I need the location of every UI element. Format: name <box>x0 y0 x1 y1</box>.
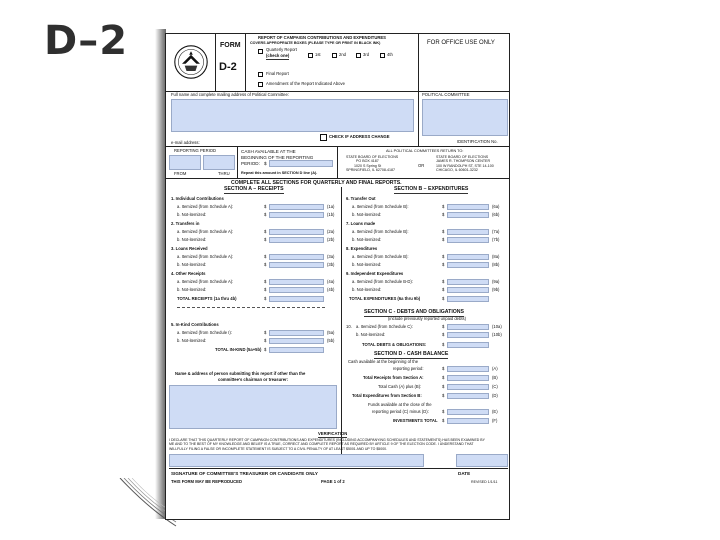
period-thru-label: THRU <box>218 171 230 176</box>
line-1a-code: (1a) <box>327 204 335 209</box>
line-6b-label: b. Not-itemized: <box>352 212 382 217</box>
report-subtitle: COVERS APPROPRIATE BOXES (PLEASE TYPE OR PRINT IN BLACK INK) <box>250 41 381 45</box>
line-c-code: (C) <box>492 384 498 389</box>
dollar-sign: $ <box>264 330 267 335</box>
cash-dollar: $ <box>264 161 267 166</box>
committee-name-label: Full name and complete mailing address of Political Committee: <box>171 92 290 97</box>
dollar-sign: $ <box>442 342 445 347</box>
check-one-label: (check one) <box>266 53 290 58</box>
line-2a-field[interactable] <box>269 229 324 235</box>
line-7b-field[interactable] <box>447 237 489 243</box>
final-report-checkbox[interactable] <box>258 72 263 77</box>
group-6-title: 6. Transfer Out <box>346 196 376 201</box>
amendment-checkbox[interactable] <box>258 82 263 87</box>
quarterly-label: Quarterly Report <box>266 47 297 52</box>
dollar-sign: $ <box>264 347 267 352</box>
line-10-num: 10. <box>346 324 352 329</box>
line-3b-label: b. Not-itemized: <box>177 262 207 267</box>
section-c-title: SECTION C - DEBTS AND OBLIGATIONS <box>364 309 465 315</box>
sbe-chicago-address <box>436 155 494 172</box>
line-9a-code: (9a) <box>492 279 500 284</box>
line-1a-field[interactable] <box>269 204 324 210</box>
submitter-label-1: Name & address of person submitting this report if other than the <box>175 371 306 376</box>
section-a-inkind <box>171 331 339 371</box>
d2-form-page <box>165 33 510 520</box>
total-debts-field[interactable] <box>447 342 489 348</box>
line-8a-label: a. Itemized (from Schedule B): <box>352 254 409 259</box>
dollar-sign: $ <box>442 254 445 259</box>
section-c-debts <box>346 324 508 354</box>
line-9b-code: (9b) <box>492 287 500 292</box>
sbe-springfield-address <box>346 155 398 172</box>
line-7b-label: b. Not-itemized: <box>352 237 382 242</box>
dollar-sign: $ <box>264 212 267 217</box>
submitter-label-2: committee's chairman or treasurer: <box>218 377 289 382</box>
line-10b-code: (10b) <box>492 332 502 337</box>
report-type-box <box>246 34 418 92</box>
dollar-sign: $ <box>264 229 267 234</box>
line-10a-field[interactable] <box>447 324 489 330</box>
line-6a-label: a. Itemized (from Schedule B): <box>352 204 409 209</box>
signature-label: SIGNATURE OF COMMITTEE'S TREASURER OR CANDIDATE ONLY <box>171 471 318 476</box>
cash-available-field[interactable] <box>269 160 333 167</box>
total-expenditures-label: TOTAL EXPENDITURES (6a thru 9b) <box>349 296 421 301</box>
line-5a-code: (5a) <box>327 330 335 335</box>
dollar-sign: $ <box>442 262 445 267</box>
line-6b-code: (6b) <box>492 212 500 217</box>
line-2a-label: a. Itemized (from Schedule A): <box>177 229 234 234</box>
line-4a-code: (4a) <box>327 279 335 284</box>
line-8b-label: b. Not-itemized: <box>352 262 382 267</box>
cash-available-box <box>238 147 338 179</box>
dollar-sign: $ <box>264 262 267 267</box>
line-5a-label: a. Itemized (from Schedule I): <box>177 330 232 335</box>
total-receipts-label: TOTAL RECEIPTS (1a thru 4b) <box>177 296 237 301</box>
total-receipts-field[interactable] <box>269 296 324 302</box>
final-report-label: Final Report <box>266 71 289 76</box>
dollar-sign: $ <box>264 338 267 343</box>
dollar-sign: $ <box>264 296 267 301</box>
line-c-label: Total Cash (A) plus (B): <box>378 384 422 389</box>
form-id-box <box>216 34 246 92</box>
committee-box <box>166 92 418 147</box>
line-3a-code: (3a) <box>327 254 335 259</box>
section-a-title: SECTION A – RECEIPTS <box>224 186 284 192</box>
line-9a-field[interactable] <box>447 279 489 285</box>
verification-title: VERIFICATION <box>318 431 348 436</box>
funds-label-1: Funds available at the close of the <box>368 402 432 407</box>
signature-field[interactable] <box>169 454 424 467</box>
dollar-sign: $ <box>442 229 445 234</box>
address-change-checkbox[interactable] <box>320 134 327 141</box>
line-7a-field[interactable] <box>447 229 489 235</box>
q2-label: 2nd <box>339 52 346 57</box>
group-7-title: 7. Loans made <box>346 221 376 226</box>
period-from-label: FROM <box>174 171 187 176</box>
dollar-sign: $ <box>264 254 267 259</box>
line-3b-code: (3b) <box>327 262 335 267</box>
dollar-sign: $ <box>442 409 445 414</box>
dollar-sign: $ <box>264 279 267 284</box>
dollar-sign: $ <box>264 287 267 292</box>
dollar-sign: $ <box>442 375 445 380</box>
or-label: OR <box>418 163 425 168</box>
complete-all-heading: COMPLETE ALL SECTIONS FOR QUARTERLY AND FINAL REPORTS. <box>231 180 402 186</box>
period-thru-field[interactable] <box>203 155 235 170</box>
line-8b-field[interactable] <box>447 262 489 268</box>
line-5a-field[interactable] <box>269 330 324 336</box>
cash-line-2: BEGINNING OF THE REPORTING <box>241 155 314 160</box>
line-4a-field[interactable] <box>269 279 324 285</box>
line-6a-field[interactable] <box>447 204 489 210</box>
line-f-code: (F) <box>492 418 498 423</box>
line-9a-label: a. Itemized (from Schedule B-D): <box>352 279 413 284</box>
line-2a-code: (2a) <box>327 229 335 234</box>
submitter-field[interactable] <box>169 385 337 429</box>
total-expenditures-field[interactable] <box>447 296 489 302</box>
line-1b-field[interactable] <box>269 212 324 218</box>
line-5b-code: (5b) <box>327 338 335 343</box>
dashed-separator <box>177 307 325 308</box>
cash-line-1: CASH AVAILABLE AT THE <box>241 149 296 154</box>
dollar-sign: $ <box>442 324 445 329</box>
dollar-sign: $ <box>442 393 445 398</box>
reporting-period-box <box>166 147 238 179</box>
line-10a-label: a. Itemized (from Schedule C): <box>356 324 413 329</box>
line-f-field[interactable] <box>447 418 489 424</box>
line-8a-code: (8a) <box>492 254 500 259</box>
dollar-sign: $ <box>442 418 445 423</box>
line-3a-label: a. Itemized (from Schedule A): <box>177 254 234 259</box>
section-d-title: SECTION D - CASH BALANCE <box>374 351 449 357</box>
q2-checkbox[interactable] <box>332 53 337 58</box>
dollar-sign: $ <box>442 384 445 389</box>
return-to-label: ALL POLITICAL COMMITTEES RETURN TO: <box>386 149 464 153</box>
date-field[interactable] <box>456 454 508 467</box>
political-committee-box <box>418 92 510 147</box>
total-debts-label: TOTAL DEBTS & OBLIGATIONS: <box>362 342 427 347</box>
section-b-expenditures <box>346 197 508 307</box>
sbe-left-line: SPRINGFIELD, IL 62708-4187 <box>346 167 396 172</box>
sbe-right-line: STATE BOARD OF ELECTIONS <box>436 155 489 159</box>
line-1b-code: (1b) <box>327 212 335 217</box>
committee-name-field[interactable] <box>171 99 414 132</box>
line-1a-label: a. Itemized (from Schedule A): <box>177 204 234 209</box>
date-label: DATE <box>458 471 471 476</box>
line-4b-field[interactable] <box>269 287 324 293</box>
line-d-label: Total Expenditures from Section B: <box>352 393 422 398</box>
begin-label-1: Cash available at the beginning of the <box>348 359 419 364</box>
state-seal-icon <box>173 44 209 80</box>
line-b-code: (B) <box>492 375 498 380</box>
line-9b-field[interactable] <box>447 287 489 293</box>
dollar-sign: $ <box>442 332 445 337</box>
group-3-title: 3. Loans Received <box>171 246 208 251</box>
form-code: D-2 <box>219 61 237 73</box>
section-c-subtitle: (include previously reported unpaid debts) <box>388 316 466 321</box>
sbe-right-line: CHICAGO, IL 60601-3232 <box>436 167 478 172</box>
line-e-field[interactable] <box>447 409 489 415</box>
line-a-code: (A) <box>492 366 498 371</box>
dollar-sign: $ <box>442 296 445 301</box>
quarterly-checkbox[interactable] <box>258 49 263 54</box>
investments-label: INVESTMENTS TOTAL <box>393 418 438 423</box>
line-10b-field[interactable] <box>447 332 489 338</box>
political-committee-label: POLITICAL COMMITTEE <box>422 92 470 97</box>
line-c-field[interactable] <box>447 384 489 390</box>
begin-label-2: reporting period: <box>393 366 424 371</box>
group-1-title: 1. Individual Contributions <box>171 196 224 201</box>
slide-title: D–2 <box>44 18 129 64</box>
line-4b-label: b. Not-itemized: <box>177 287 207 292</box>
section-a-receipts <box>171 197 339 337</box>
sbe-left-line: STATE BOARD OF ELECTIONS <box>346 155 399 159</box>
line-2b-code: (2b) <box>327 237 335 242</box>
dollar-sign: $ <box>264 204 267 209</box>
dollar-sign: $ <box>442 237 445 242</box>
line-3a-field[interactable] <box>269 254 324 260</box>
report-title: REPORT OF CAMPAIGN CONTRIBUTIONS AND EXPENDITURES <box>258 35 386 40</box>
sbe-left-line: PO BOX 4187 <box>356 159 379 164</box>
address-change-label: CHECK IF ADDRESS CHANGE <box>329 134 390 139</box>
line-9b-label: b. Not-itemized: <box>352 287 382 292</box>
section-b-title: SECTION B – EXPENDITURES <box>394 186 469 192</box>
line-1b-label: b. Not-itemized: <box>177 212 207 217</box>
office-use-box <box>418 34 510 92</box>
sbe-left-line: 1020 S Spring St <box>354 163 382 168</box>
line-4b-code: (4b) <box>327 287 335 292</box>
cash-repeat-note: Repeat this amount in SECTION D line (A). <box>241 171 318 175</box>
funds-label-2: reporting period (C) minus (D): <box>372 409 429 414</box>
line-5b-label: b. Not-itemized: <box>177 338 207 343</box>
dollar-sign: $ <box>442 287 445 292</box>
revised-date: REVISED 1/1/11 <box>471 480 498 484</box>
line-8a-field[interactable] <box>447 254 489 260</box>
reproduced-note: THIS FORM MAY BE REPRODUCED <box>171 479 242 484</box>
inkind-title: 5. In-Kind Contributions <box>171 322 219 327</box>
page-number: PAGE 1 of 2 <box>321 479 345 484</box>
line-7b-code: (7b) <box>492 237 500 242</box>
dollar-sign: $ <box>442 366 445 371</box>
group-4-title: 4. Other Receipts <box>171 271 206 276</box>
total-inkind-label: TOTAL IN-KIND (5a+5b) <box>215 347 262 352</box>
return-address-box <box>338 147 510 179</box>
state-seal <box>166 34 216 92</box>
email-label: e-mail address: <box>171 140 200 145</box>
line-5b-field[interactable] <box>269 338 324 344</box>
total-inkind-field[interactable] <box>269 347 324 353</box>
sbe-right-line: 100 W RANDOLPH ST, STE 14-100 <box>436 163 494 168</box>
dollar-sign: $ <box>264 237 267 242</box>
dollar-sign: $ <box>442 279 445 284</box>
q3-label: 3rd <box>363 52 370 57</box>
line-10b-label: b. Not-itemized: <box>356 332 386 337</box>
office-use-label: FOR OFFICE USE ONLY <box>427 40 495 46</box>
line-3b-field[interactable] <box>269 262 324 268</box>
line-d-field[interactable] <box>447 393 489 399</box>
line-d-code: (D) <box>492 393 498 398</box>
verification-text: I DECLARE THAT THIS QUARTERLY REPORT OF CAMPAIGN CONTRIBUTIONS AND EXPENDITURES (INCLUDING ACCOMPANYING SCHEDULES AND STATEMENTS) HAS BEEN EXAMINED BY ME AND TO THE BEST OF MY KNOWLEDGE AND BELIEF IS A TRUE, CORRECT AND COMPLETE REPORT AS REQUIRED BY ARTICLE 9 OF THE ELECTION CODE. I UNDERSTAND THAT WILLFULLY FILING A FALSE OR INCOMPLETE STATEMENT IS SUBJECT TO A CIVIL PENALTY OF AT LEAST $5001 AND UP TO $5000. <box>169 438 485 451</box>
sbe-right-line: JAMES R. THOMPSON CENTER <box>436 159 491 164</box>
line-8b-code: (8b) <box>492 262 500 267</box>
line-a-field[interactable] <box>447 366 489 372</box>
line-b-field[interactable] <box>447 375 489 381</box>
group-2-title: 2. Transfers in <box>171 221 200 226</box>
q4-checkbox[interactable] <box>380 53 385 58</box>
amendment-label: Amendment of the Report Indicated Above <box>266 81 345 86</box>
q3-checkbox[interactable] <box>356 53 361 58</box>
dollar-sign: $ <box>442 212 445 217</box>
line-b-label: Total Receipts from Section A: <box>363 375 424 380</box>
line-6a-code: (6a) <box>492 204 500 209</box>
group-9-title: 9. Independent Expenditures <box>346 271 404 276</box>
line-6b-field[interactable] <box>447 212 489 218</box>
cash-line-3: PERIOD: <box>241 161 260 166</box>
line-2b-label: b. Not-itemized: <box>177 237 207 242</box>
line-7a-label: a. Itemized (from Schedule B): <box>352 229 409 234</box>
group-8-title: 8. Expenditures <box>346 246 378 251</box>
section-divider <box>341 187 342 457</box>
q1-checkbox[interactable] <box>308 53 313 58</box>
reporting-period-label: REPORTING PERIOD <box>174 148 217 153</box>
form-label: FORM <box>220 42 241 49</box>
period-from-field[interactable] <box>169 155 201 170</box>
signature-line <box>169 468 508 469</box>
political-committee-field[interactable] <box>422 99 508 136</box>
line-10a-code: (10a) <box>492 324 502 329</box>
line-7a-code: (7a) <box>492 229 500 234</box>
line-e-code: (E) <box>492 409 498 414</box>
line-4a-label: a. Itemized (from Schedule A): <box>177 279 234 284</box>
q1-label: 1st <box>315 52 321 57</box>
dollar-sign: $ <box>442 204 445 209</box>
q4-label: 4th <box>387 52 393 57</box>
line-2b-field[interactable] <box>269 237 324 243</box>
identification-label: IDENTIFICATION No. <box>457 139 498 144</box>
